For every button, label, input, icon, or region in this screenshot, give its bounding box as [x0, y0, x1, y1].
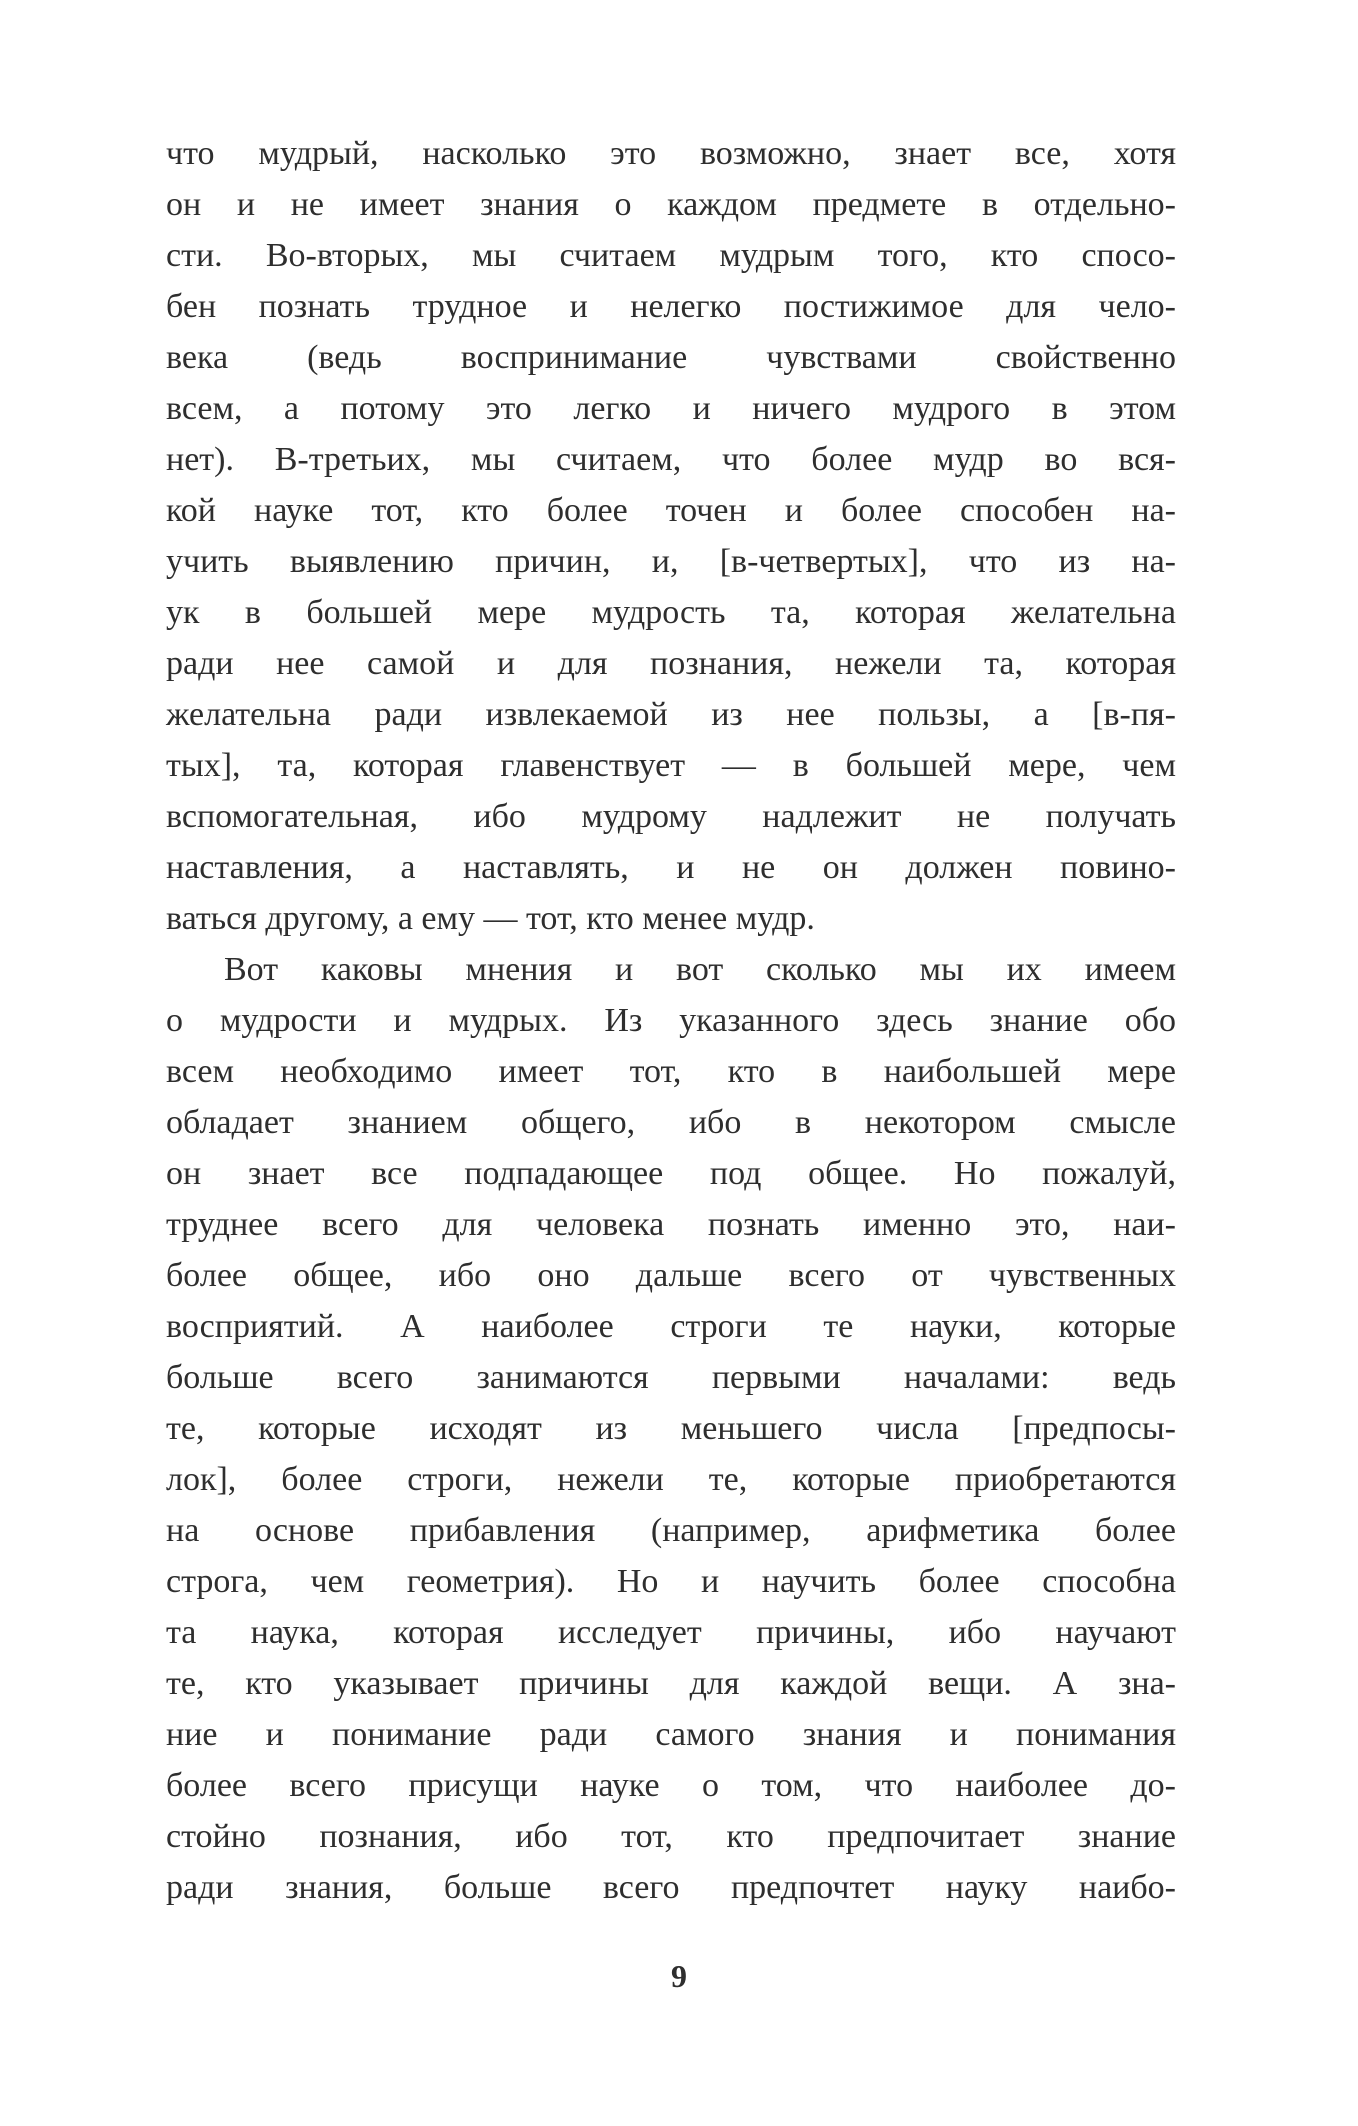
body-text: [166, 128, 1176, 1913]
text-line: обладает знанием общего, ибо в некотором смысле: [166, 1104, 1176, 1141]
text-line: ваться другому, а ему — тот, кто менее мудр.: [166, 900, 815, 937]
text-line: вспомогательная, ибо мудрому надлежит не получать: [166, 798, 1176, 835]
text-line: кой науке тот, кто более точен и более способен на-: [166, 492, 1176, 529]
text-line: всем необходимо имеет тот, кто в наибольшей мере: [166, 1053, 1176, 1090]
text-line: те, которые исходят из меньшего числа [предпосы-: [166, 1410, 1176, 1447]
text-line: ук в большей мере мудрость та, которая желательна: [166, 594, 1176, 631]
text-line: желательна ради извлекаемой из нее пользы, а [в-пя-: [166, 696, 1176, 733]
text-line: о мудрости и мудрых. Из указанного здесь знание обо: [166, 1002, 1176, 1039]
text-line: на основе прибавления (например, арифметика более: [166, 1512, 1176, 1549]
paragraph: [166, 944, 1176, 1913]
text-line: труднее всего для человека познать именно это, наи-: [166, 1206, 1176, 1243]
text-line: ради нее самой и для познания, нежели та, которая: [166, 645, 1176, 682]
text-line: всем, а потому это легко и ничего мудрого в этом: [166, 390, 1176, 427]
text-line: ради знания, больше всего предпочтет науку наибо-: [166, 1869, 1176, 1906]
text-line: века (ведь воспринимание чувствами свойственно: [166, 339, 1176, 376]
text-line: больше всего занимаются первыми началами: ведь: [166, 1359, 1176, 1396]
text-line: наставления, а наставлять, и не он должен повино-: [166, 849, 1176, 886]
text-line: сти. Во-вторых, мы считаем мудрым того, кто спосо-: [166, 237, 1176, 274]
text-line: он и не имеет знания о каждом предмете в отдельно-: [166, 186, 1176, 223]
text-line: стойно познания, ибо тот, кто предпочитает знание: [166, 1818, 1176, 1855]
page-number: 9: [671, 1958, 687, 1994]
text-line: лок], более строги, нежели те, которые приобретаются: [166, 1461, 1176, 1498]
text-line: восприятий. А наиболее строги те науки, которые: [166, 1308, 1176, 1345]
text-line: тых], та, которая главенствует — в большей мере, чем: [166, 747, 1176, 784]
text-line: те, кто указывает причины для каждой вещи. А зна-: [166, 1665, 1176, 1702]
paragraph: [166, 128, 1176, 944]
text-line: бен познать трудное и нелегко постижимое для чело-: [166, 288, 1176, 325]
text-line: учить выявлению причин, и, [в-четвертых], что из на-: [166, 543, 1176, 580]
text-line: Вот каковы мнения и вот сколько мы их имеем: [224, 951, 1176, 988]
text-line: более общее, ибо оно дальше всего от чувственных: [166, 1257, 1176, 1294]
text-line: что мудрый, насколько это возможно, знает все, хотя: [166, 135, 1176, 172]
text-line: более всего присущи науке о том, что наиболее до-: [166, 1767, 1176, 1804]
text-line: ние и понимание ради самого знания и понимания: [166, 1716, 1176, 1753]
text-line: строга, чем геометрия). Но и научить более способна: [166, 1563, 1176, 1600]
text-line: он знает все подпадающее под общее. Но пожалуй,: [166, 1155, 1176, 1192]
text-line: нет). В-третьих, мы считаем, что более мудр во вся-: [166, 441, 1176, 478]
text-line: та наука, которая исследует причины, ибо научают: [166, 1614, 1176, 1651]
